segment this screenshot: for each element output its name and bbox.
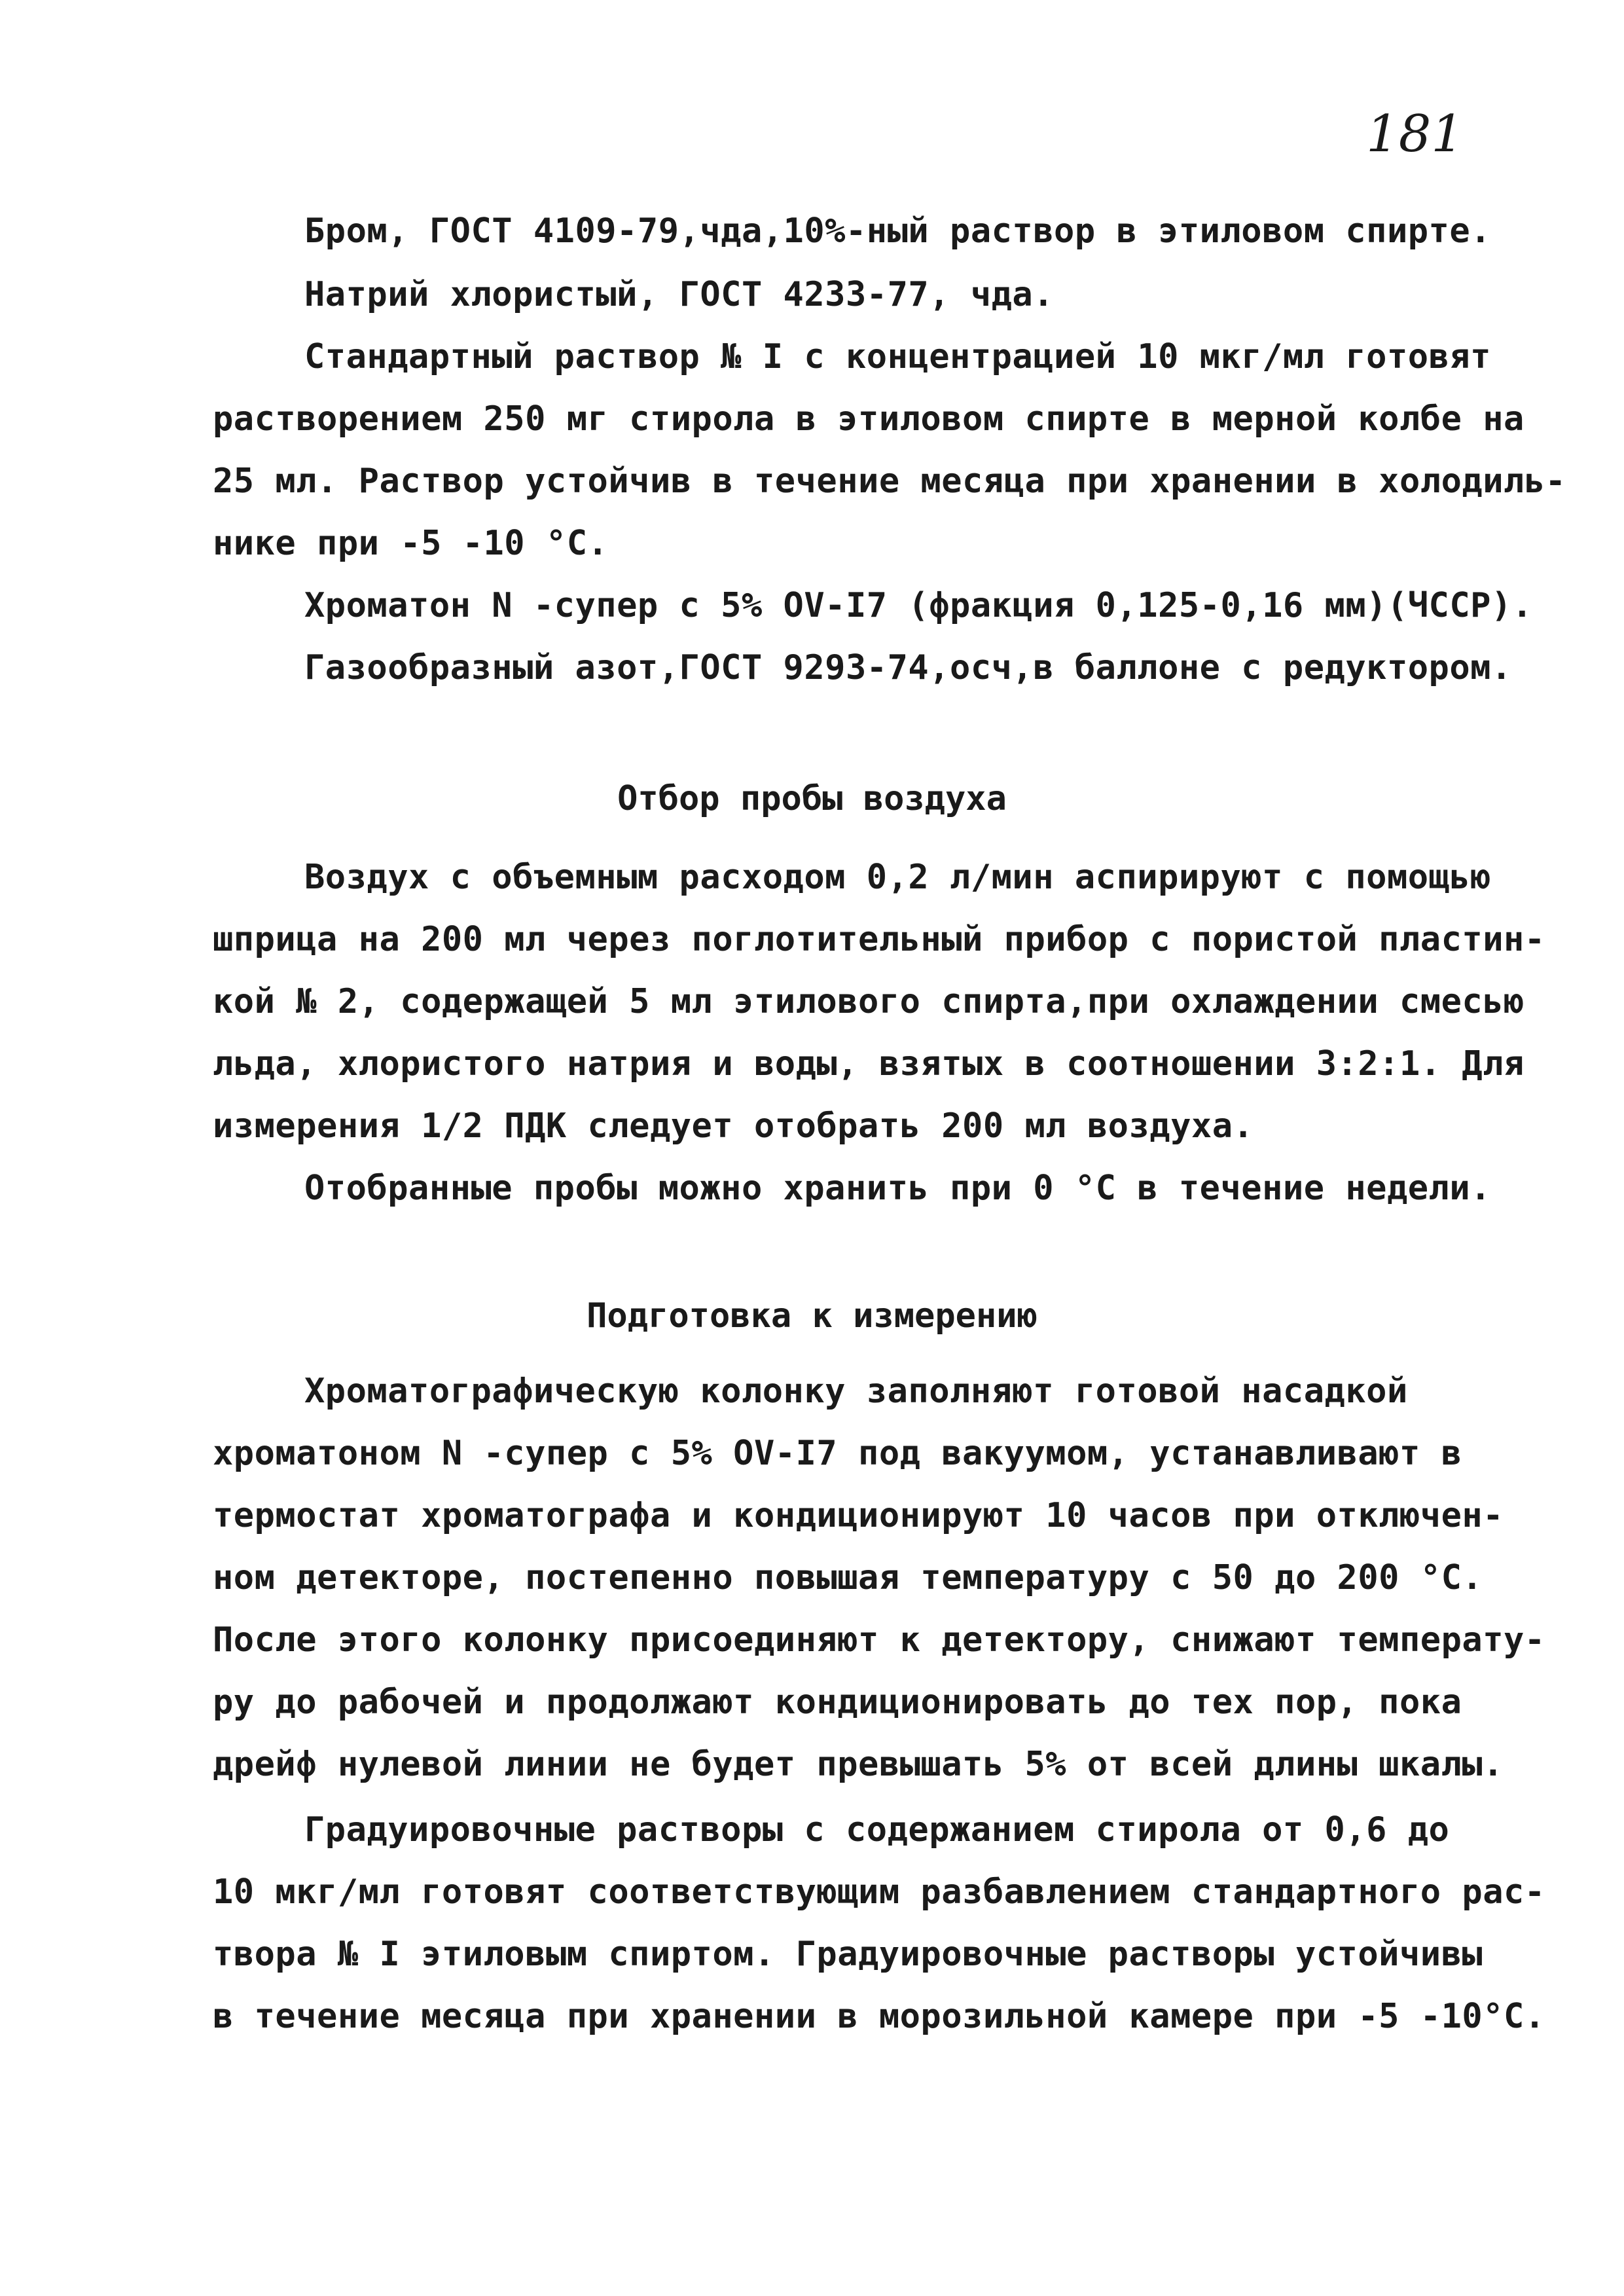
section-heading: Отбор пробы воздуха bbox=[617, 779, 1007, 818]
text-line: 25 мл. Раствор устойчив в течение месяца при хранении в холодиль- bbox=[213, 462, 1566, 501]
text-line: Хроматон N -супер с 5% OV-I7 (фракция 0,125-0,16 мм)(ЧССР). bbox=[304, 586, 1533, 625]
page-number: 181 bbox=[1366, 105, 1464, 164]
text-line: хроматоном N -супер с 5% OV-I7 под вакуумом, устанавливают в bbox=[213, 1434, 1462, 1473]
text-line: твора № I этиловым спиртом. Градуировочные растворы устойчивы bbox=[213, 1935, 1483, 1974]
text-line: шприца на 200 мл через поглотительный прибор с пористой пластин- bbox=[213, 920, 1545, 959]
text-line: Отобранные пробы можно хранить при 0 °С в течение недели. bbox=[304, 1169, 1491, 1208]
text-line: нике при -5 -10 °С. bbox=[213, 524, 609, 563]
text-line: Стандартный раствор № I с концентрацией 10 мкг/мл готовят bbox=[304, 337, 1491, 376]
text-line: кой № 2, содержащей 5 мл этилового спирта,при охлаждении смесью bbox=[213, 982, 1525, 1021]
text-line: Хроматографическую колонку заполняют готовой насадкой bbox=[304, 1372, 1408, 1411]
text-line: Бром, ГОСТ 4109-79,чда,10%-ный раствор в этиловом спирте. bbox=[304, 211, 1491, 251]
text-line: ру до рабочей и продолжают кондиционировать до тех пор, пока bbox=[213, 1683, 1462, 1722]
text-line: Градуировочные растворы с содержанием стирола от 0,6 до bbox=[304, 1810, 1450, 1850]
text-line: в течение месяца при хранении в морозильной камере при -5 -10°С. bbox=[213, 1997, 1545, 2036]
text-line: 10 мкг/мл готовят соответствующим разбавлением стандартного рас- bbox=[213, 1872, 1545, 1912]
text-line: Газообразный азот,ГОСТ 9293-74,осч,в баллоне с редуктором. bbox=[304, 648, 1512, 687]
text-line: дрейф нулевой линии не будет превышать 5% от всей длины шкалы. bbox=[213, 1745, 1504, 1784]
text-line: измерения 1/2 ПДК следует отобрать 200 мл воздуха. bbox=[213, 1106, 1254, 1146]
section-heading: Подготовка к измерению bbox=[586, 1296, 1038, 1336]
text-line: льда, хлористого натрия и воды, взятых в соотношении 3:2:1. Для bbox=[213, 1044, 1525, 1084]
text-line: После этого колонку присоединяют к детектору, снижают температу- bbox=[213, 1620, 1545, 1660]
text-line: Натрий хлористый, ГОСТ 4233-77, чда. bbox=[304, 275, 1055, 314]
text-line: Воздух с объемным расходом 0,2 л/мин аспирируют с помощью bbox=[304, 858, 1491, 897]
text-line: ном детекторе, постепенно повышая температуру с 50 до 200 °С. bbox=[213, 1558, 1483, 1597]
text-line: растворением 250 мг стирола в этиловом спирте в мерной колбе на bbox=[213, 399, 1525, 439]
text-line: термостат хроматографа и кондиционируют 10 часов при отключен- bbox=[213, 1496, 1504, 1535]
